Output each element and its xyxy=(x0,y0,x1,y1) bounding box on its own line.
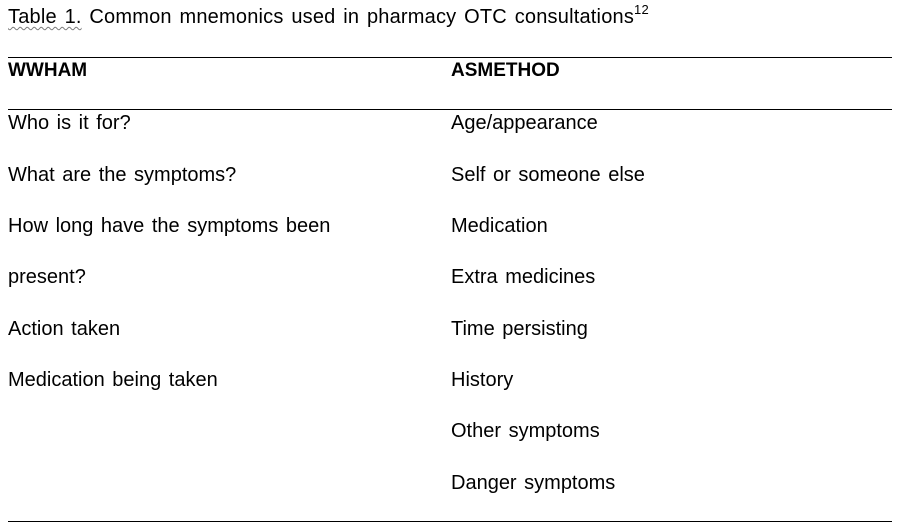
wwham-row: Who is it for? xyxy=(8,112,131,134)
table-top-rule xyxy=(8,57,892,58)
caption-text: Common mnemonics used in pharmacy OTC consultations xyxy=(81,6,635,28)
asmethod-row: Self or someone else xyxy=(451,164,645,186)
asmethod-row: Other symptoms xyxy=(451,420,600,442)
asmethod-row: History xyxy=(451,369,514,391)
asmethod-row: Time persisting xyxy=(451,318,588,340)
asmethod-row: Age/appearance xyxy=(451,112,598,134)
caption-reference: 12 xyxy=(634,2,649,17)
asmethod-row: Extra medicines xyxy=(451,266,596,288)
wwham-row: How long have the symptoms been xyxy=(8,215,331,237)
wwham-row: present? xyxy=(8,266,86,288)
wwham-row: Action taken xyxy=(8,318,121,340)
asmethod-row: Medication xyxy=(451,215,548,237)
wwham-header: WWHAM xyxy=(8,60,88,81)
asmethod-row: Danger symptoms xyxy=(451,472,616,494)
table-bottom-rule xyxy=(8,521,892,522)
table-caption xyxy=(8,2,649,29)
caption-label: Table 1. xyxy=(8,6,82,28)
asmethod-header: ASMETHOD xyxy=(451,60,560,81)
wwham-row: What are the symptoms? xyxy=(8,164,237,186)
wwham-row: Medication being taken xyxy=(8,369,218,391)
table-header-rule xyxy=(8,109,892,110)
